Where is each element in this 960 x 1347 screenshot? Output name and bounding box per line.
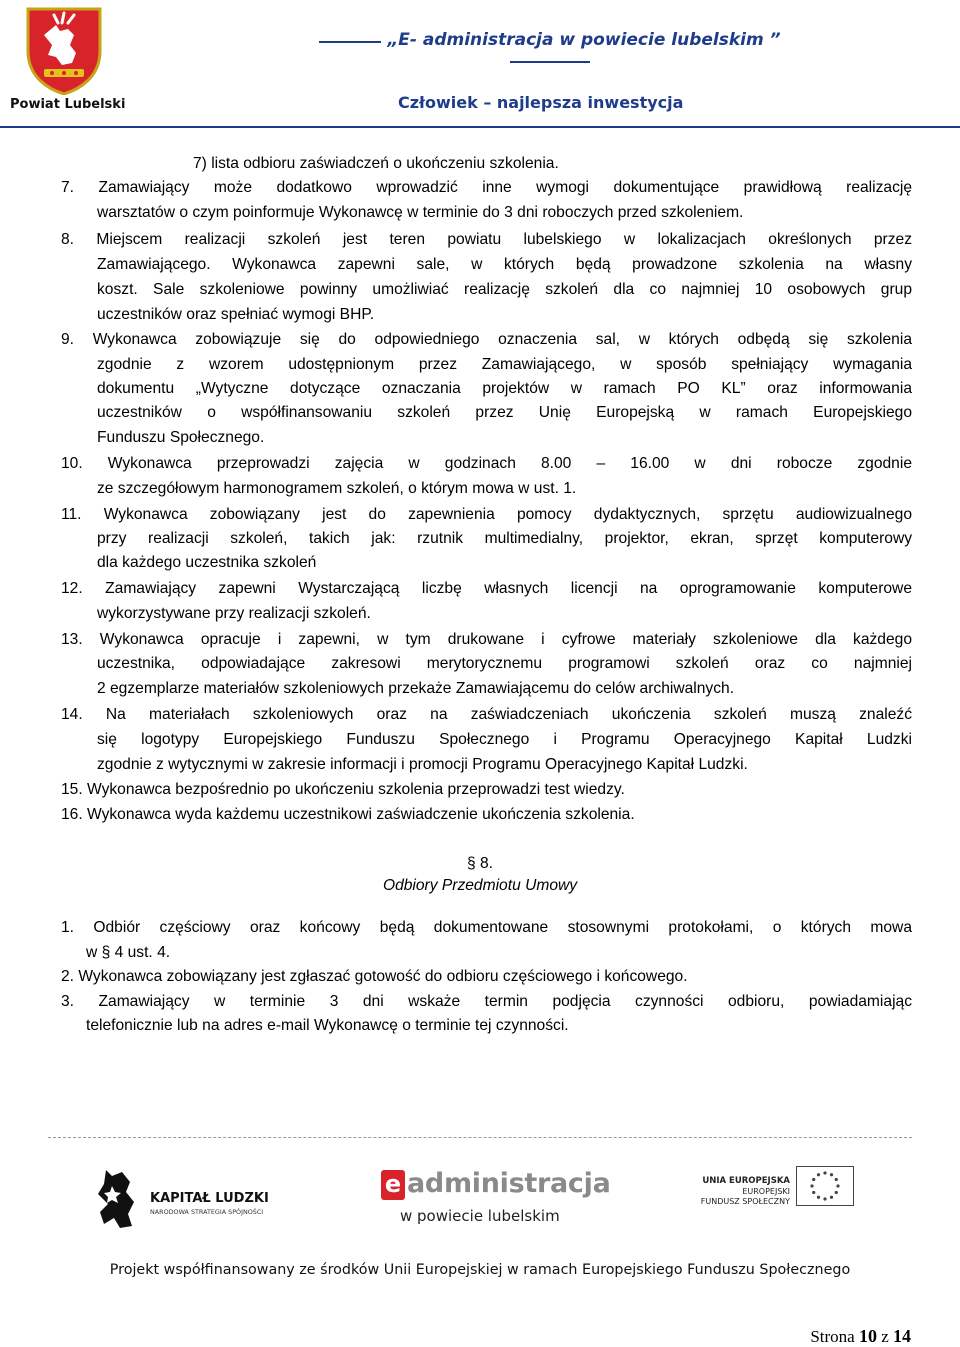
- eu-star: [835, 1191, 838, 1194]
- section-title: Odbiory Przedmiotu Umowy: [382, 877, 578, 894]
- paragraph-10: 10. Wykonawca przeprowadzi zajęcia w godzinach 8.00 – 16.00 w dni robocze zgodnie: [61, 455, 912, 472]
- paragraph-9: 9. Wykonawca zobowiązuje się do odpowiedniego oznaczenia sal, w których odbędą się szkolenia: [61, 331, 912, 348]
- paragraph-14-cont: się logotypy Europejskiego Funduszu Społecznego i Programu Operacyjnego Kapitał Ludzki: [97, 731, 912, 748]
- eu-star: [835, 1178, 838, 1181]
- paragraph-s8-3: 3. Zamawiający w terminie 3 dni wskaże termin podjęcia czynności odbioru, powiadamiając: [61, 993, 912, 1010]
- page-word: Strona: [810, 1327, 855, 1346]
- county-label: Powiat Lubelski: [10, 97, 126, 112]
- paragraph-16: 16. Wykonawca wyda każdemu uczestnikowi zaświadczenie ukończenia szkolenia.: [61, 806, 635, 823]
- paragraph-7-cont: warsztatów o czym poinformuje Wykonawcę w terminie do 3 dni roboczych przed szkoleniem.: [97, 204, 744, 221]
- eu-star: [810, 1184, 813, 1187]
- paragraph-8-cont: Zamawiającego. Wykonawca zapewni sale, w których będą prowadzone szkolenia na własny: [97, 256, 912, 273]
- eadministracja-logo-subtitle: w powiecie lubelskim: [400, 1207, 560, 1225]
- paragraph-9-cont: uczestników o współfinansowaniu szkoleń przez Unię Europejską w ramach Europejskiego: [97, 404, 912, 421]
- paragraph-13-cont: uczestnika, odpowiadające zakresowi merytorycznemu programowi szkoleń oraz co najmniej: [97, 655, 912, 672]
- paragraph-13: 13. Wykonawca opracuje i zapewni, w tym drukowane i cyfrowe materiały szkoleniowe dla każdego: [61, 631, 912, 648]
- page-total: 14: [893, 1326, 911, 1346]
- paragraph-s8-1: 1. Odbiór częściowy oraz końcowy będą dokumentowane stosownymi protokołami, o których mowa: [61, 919, 912, 936]
- paragraph-s8-3-cont: telefonicznie lub na adres e-mail Wykonawcę o terminie tej czynności.: [86, 1017, 569, 1034]
- eu-line-3: FUNDUSZ SPOŁECZNY: [700, 1197, 790, 1206]
- paragraph-13-cont: 2 egzemplarze materiałów szkoleniowych przekaże Zamawiającemu do celów archiwalnych.: [97, 680, 735, 697]
- kapital-ludzki-name: KAPITAŁ LUDZKI: [150, 1191, 269, 1206]
- kapital-ludzki-logo-icon: [96, 1168, 136, 1230]
- paragraph-8-cont: koszt. Sale szkoleniowe powinny umożliwiać realizację szkoleń dla co najmniej 10 osobowych grup: [97, 281, 912, 298]
- paragraph-14: 14. Na materiałach szkoleniowych oraz na zaświadczeniach ukończenia szkoleń muszą znaleźć: [61, 706, 912, 723]
- paragraph-11-cont: dla każdego uczestnika szkoleń: [97, 554, 317, 571]
- county-coat-of-arms-logo: [22, 5, 106, 95]
- paragraph-8: 8. Miejscem realizacji szkoleń jest teren powiatu lubelskiego w lokalizacjach określonych przez: [61, 231, 912, 248]
- eu-star: [823, 1171, 826, 1174]
- header-motto: Człowiek – najlepsza inwestycja: [398, 93, 684, 112]
- paragraph-15: 15. Wykonawca bezpośrednio po ukończeniu szkolenia przeprowadzi test wiedzy.: [61, 781, 625, 798]
- page-number: [810, 1326, 911, 1347]
- list-item-7-closing: 7) lista odbioru zaświadczeń o ukończeniu szkolenia.: [193, 155, 559, 172]
- eu-star: [830, 1196, 833, 1199]
- eadministracja-logo-word: administracja: [407, 1168, 611, 1199]
- eu-flag-icon: [796, 1166, 854, 1206]
- title-underline-left: [319, 41, 381, 43]
- eadministracja-logo-letter: e: [381, 1170, 405, 1200]
- eu-line-1: UNIA EUROPEJSKA: [702, 1176, 790, 1186]
- paragraph-9-cont: dokumentu „Wytyczne dotyczące oznaczania projektów w ramach PO KL” oraz informowania: [97, 380, 912, 397]
- eu-star: [817, 1173, 820, 1176]
- paragraph-8-cont: uczestników oraz spełniać wymogi BHP.: [97, 306, 375, 323]
- page-current: 10: [858, 1326, 877, 1346]
- eu-star: [830, 1173, 833, 1176]
- eu-star: [817, 1196, 820, 1199]
- paragraph-s8-2: 2. Wykonawca zobowiązany jest zgłaszać gotowość do odbioru częściowego i końcowego.: [61, 968, 688, 985]
- footer-divider: [48, 1137, 912, 1138]
- header-title-text: „E- administracja w powiecie lubelskim ”: [387, 30, 781, 50]
- eu-star: [823, 1197, 826, 1200]
- paragraph-7: 7. Zamawiający może dodatkowo wprowadzić inne wymogi dokumentujące prawidłową realizację: [61, 179, 912, 196]
- project-funding-note: Projekt współfinansowany ze środków Unii Europejskiej w ramach Europejskiego Funduszu Społecznego: [109, 1262, 851, 1278]
- eu-text-block: [694, 1176, 790, 1207]
- section-number: § 8.: [466, 855, 493, 872]
- paragraph-s8-1-cont: w § 4 ust. 4.: [86, 944, 171, 961]
- eu-star: [812, 1178, 815, 1181]
- paragraph-12-cont: wykorzystywane przy realizacji szkoleń.: [97, 605, 371, 622]
- paragraph-9-cont: zgodnie z wzorem udostępnionym przez Zamawiającego, w sposób spełniający wymagania: [97, 356, 912, 373]
- paragraph-11-cont: przy realizacji szkoleń, takich jak: rzutnik multimedialny, projektor, ekran, sprzęt komputerowy: [97, 530, 912, 547]
- header-title: [280, 30, 820, 70]
- paragraph-12: 12. Zamawiający zapewni Wystarczającą liczbę własnych licencji na oprogramowanie komputerowe: [61, 580, 912, 597]
- kapital-ludzki-subtitle: NARODOWA STRATEGIA SPÓJNOŚCI: [150, 1208, 264, 1216]
- paragraph-10-cont: ze szczegółowym harmonogramem szkoleń, o którym mowa w ust. 1.: [97, 480, 577, 497]
- paragraph-14-cont: zgodnie z wytycznymi w zakresie informacji i promocji Programu Operacyjnego Kapitał Ludzki.: [97, 756, 748, 773]
- eu-star: [812, 1191, 815, 1194]
- eu-star: [836, 1184, 839, 1187]
- paragraph-11: 11. Wykonawca zobowiązany jest do zapewnienia pomocy dydaktycznych, sprzętu audiowizualnego: [61, 506, 912, 523]
- title-underline-right: [510, 61, 590, 63]
- eu-line-2: EUROPEJSKI: [742, 1187, 790, 1196]
- paragraph-9-cont: Funduszu Społecznego.: [97, 429, 265, 446]
- page-separator: z: [881, 1327, 889, 1346]
- header-divider: [0, 126, 960, 128]
